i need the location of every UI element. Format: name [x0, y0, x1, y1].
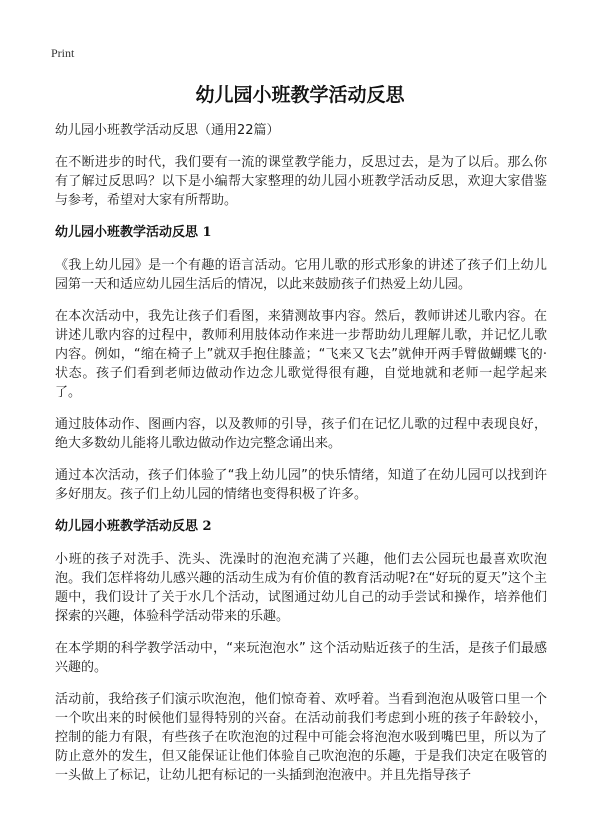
intro-paragraph: 在不断进步的时代，我们要有一流的课堂教学能力，反思过去，是为了以后。那么你有了解过反思吗？以下是小编帮大家整理的幼儿园小班教学活动反思，欢迎大家借鉴与参考，希望对大家有所帮助。 — [55, 155, 547, 208]
document-body — [55, 121, 547, 798]
document-subtitle: 幼儿园小班教学活动反思（通用22篇） — [55, 123, 280, 138]
document-title: 幼儿园小班教学活动反思 — [195, 84, 405, 106]
section-2-paragraph-2: 在本学期的科学教学活动中，“来玩泡泡水” 这个活动贴近孩子的生活，是孩子们最感兴趣的。 — [55, 641, 547, 675]
section-2-paragraph-1: 小班的孩子对洗手、洗头、洗澡时的泡泡充满了兴趣，他们去公园玩也最喜欢吹泡泡。我们怎样将幼儿感兴趣的活动生成为有价值的教育活动呢?在“好玩的夏天”这个主题中，我们设计了关于水几个活动，试图通过幼儿自己的动手尝试和操作，培养他们探索的兴趣，体验科学活动带来的乐趣。 — [55, 552, 547, 624]
section-2-paragraph-3: 活动前，我给孩子们演示吹泡泡，他们惊奇着、欢呼着。当看到泡泡从吸管口里一个一个吹出来的时候他们显得特别的兴奋。在活动前我们考虑到小班的孩子年龄较小，控制的能力有限，有些孩子在吹泡泡的过程中可能会将泡泡水吸到嘴巴里，所以为了防止意外的发生，但又能保证让他们体验自己吹泡泡的乐趣，于是我们决定在吸管的一头做上了标记，让幼儿把有标记的一头插到泡泡液中。并且先指导孩子 — [55, 692, 547, 783]
section-heading-1: 幼儿园小班教学活动反思 1 — [55, 225, 212, 240]
section-1-paragraph-4: 通过本次活动，孩子们体验了“我上幼儿园”的快乐情绪，知道了在幼儿园可以找到许多好朋友。孩子们上幼儿园的情绪也变得积极了许多。 — [55, 468, 547, 502]
section-1-paragraph-1: 《我上幼儿园》是一个有趣的语言活动。它用儿歌的形式形象的讲述了孩子们上幼儿园第一天和适应幼儿园生活后的情况，以此来鼓励孩子们热爱上幼儿园。 — [55, 258, 547, 292]
section-1-paragraph-2: 在本次活动中，我先让孩子们看图，来猜测故事内容。然后，教师讲述儿歌内容。在讲述儿歌内容的过程中，教师利用肢体动作来进一步帮助幼儿理解儿歌，并记忆儿歌内容。例如，“缩在椅子上”就双手抱住膝盖；“飞来又飞去”就伸开两手臂做蝴蝶飞的·状态。孩子们看到老师边做动作边念儿歌觉得很有趣，自觉地就和老师一起学起来了。 — [55, 309, 547, 400]
section-heading-2: 幼儿园小班教学活动反思 2 — [55, 519, 212, 534]
print-link[interactable]: Print — [51, 46, 75, 60]
section-1-paragraph-3: 通过肢体动作、图画内容，以及教师的引导，孩子们在记忆儿歌的过程中表现良好，绝大多数幼儿能将儿歌边做动作边完整念诵出来。 — [55, 417, 547, 451]
